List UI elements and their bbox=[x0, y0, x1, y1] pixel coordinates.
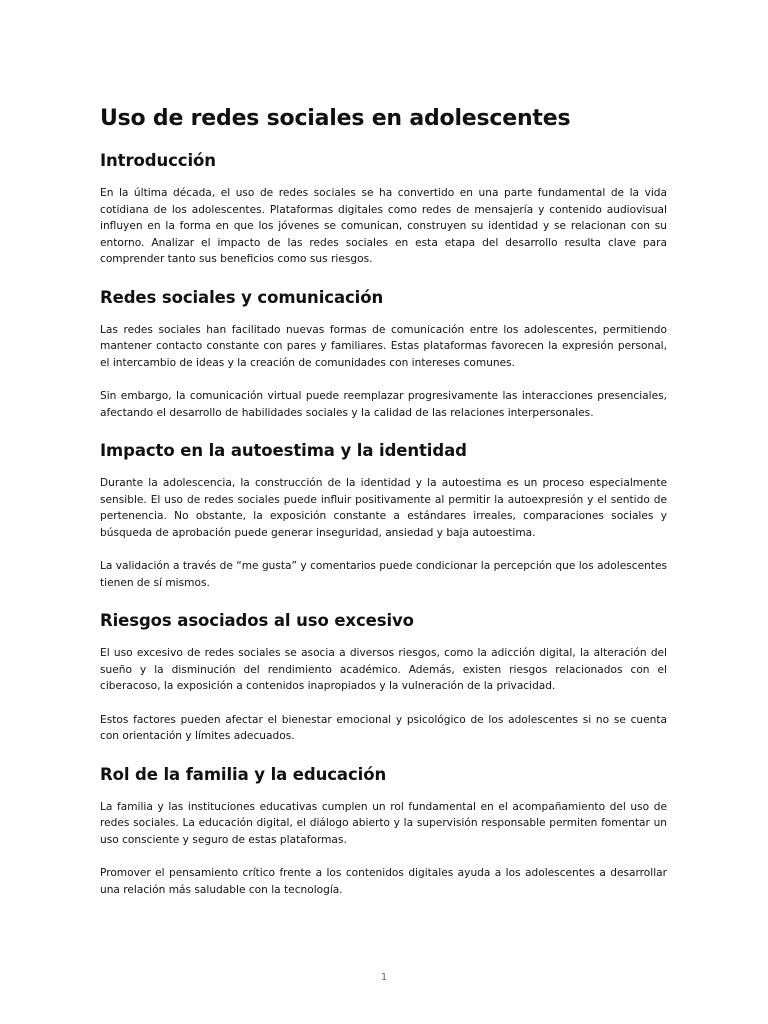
section-autoestima-identidad bbox=[100, 440, 667, 591]
section-heading: Introducción bbox=[100, 151, 216, 170]
section-heading: Rol de la familia y la educación bbox=[100, 764, 387, 784]
paragraph: Las redes sociales han facilitado nuevas formas de comunicación entre los adolescentes, permitiendo mantener contacto constante con pares y familiares. Estas plataformas favorecen la expresión personal, el intercambio de ideas y la creación de comunidades con intereses comunes. bbox=[100, 323, 667, 369]
section-heading: Impacto en la autoestima y la identidad bbox=[100, 441, 467, 460]
document-title: Uso de redes sociales en adolescentes bbox=[100, 106, 571, 131]
paragraph: El uso excesivo de redes sociales se asocia a diversos riesgos, como la adicción digital, la alteración del sueño y la disminución del rendimiento académico. Además, existen riesgos relacionados con el ciberacoso, la exposición a contenidos inapropiados y la vulneración de la privacidad. bbox=[100, 647, 667, 692]
section-redes-sociales-comunicacion bbox=[100, 287, 667, 422]
paragraph: La familia y las instituciones educativas cumplen un rol fundamental en el acompañamiento del uso de redes sociales. La educación digital, el diálogo abierto y la supervisión responsable permiten fomentar un uso consciente y seguro de estas plataformas. bbox=[100, 800, 667, 846]
section-riesgos-uso-excesivo bbox=[100, 610, 667, 745]
paragraph: Estos factores pueden afectar el bienestar emocional y psicológico de los adolescentes si no se cuenta con orientación y límites adecuados. bbox=[100, 713, 667, 742]
paragraph: La validación a través de “me gusta” y comentarios puede condicionar la percepción que los adolescentes tienen de sí mismos. bbox=[100, 560, 667, 589]
section-heading: Riesgos asociados al uso excesivo bbox=[100, 611, 414, 630]
paragraph: Promover el pensamiento crítico frente a los contenidos digitales ayuda a los adolescentes a desarrollar una relación más saludable con la tecnología. bbox=[100, 867, 667, 896]
paragraph: Sin embargo, la comunicación virtual puede reemplazar progresivamente las interacciones presenciales, afectando el desarrollo de habilidades sociales y la calidad de las relaciones interpersonales. bbox=[100, 390, 667, 419]
document-page bbox=[100, 104, 667, 917]
section-introduccion bbox=[100, 150, 667, 268]
section-familia-educacion bbox=[100, 764, 667, 899]
paragraph: Durante la adolescencia, la construcción de la identidad y la autoestima es un proceso especialmente sensible. El uso de redes sociales puede influir positivamente al permitir la autoexpresión y el sentido de pertenencia. No obstante, la exposición constante a estándares irreales, comparaciones sociales y búsqueda de aprobación puede generar inseguridad, ansiedad y baja autoestima. bbox=[100, 477, 667, 539]
section-heading: Redes sociales y comunicación bbox=[100, 287, 384, 307]
paragraph: En la última década, el uso de redes sociales se ha convertido en una parte fundamental de la vida cotidiana de los adolescentes. Plataformas digitales como redes de mensajería y contenido audiovisual influyen en la forma en que los jóvenes se comunican, construyen su identidad y se relacionan con su entorno. Analizar el impacto de las redes sociales en esta etapa del desarrollo resulta clave para comprender tanto sus beneficios como sus riesgos. bbox=[100, 187, 667, 265]
page-number: 1 bbox=[380, 972, 388, 983]
